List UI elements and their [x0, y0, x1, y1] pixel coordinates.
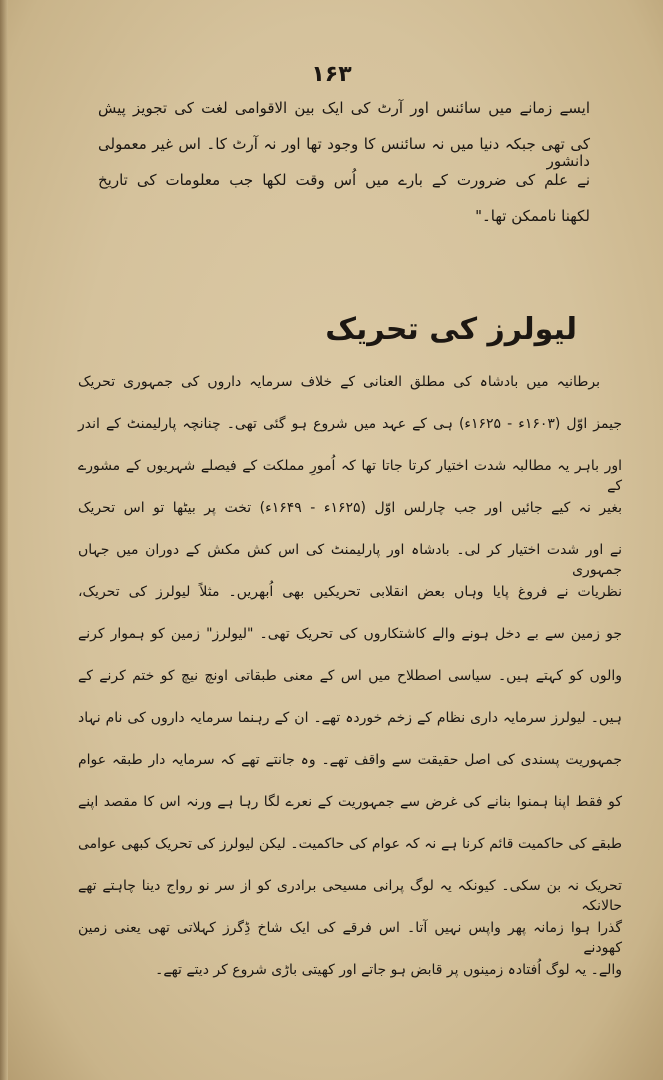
text-line: لکھنا ناممکن تھا۔"	[475, 207, 590, 225]
text-line: جیمز اوّل (۱۶۰۳ء - ۱۶۲۵ء) ہی کے عہد میں شروع ہو گئی تھی۔ چنانچہ پارلیمنٹ کے اندر	[78, 416, 622, 432]
text-line: والوں کو کہتے ہیں۔ سیاسی اصطلاح میں اس کے معنی طبقاتی اونچ نیچ کو ختم کرنے کے	[78, 668, 622, 684]
text-line: تحریک نہ بن سکی۔ کیونکہ یہ لوگ پرانی مسیحی برادری کو از سر نو رواج دینا چاہتے تھے حالانکہ	[78, 878, 622, 914]
text-line: نے اور شدت اختیار کر لی۔ بادشاہ اور پارلیمنٹ کی اس کش مکش کے دوران میں جہاں جمہوری	[78, 542, 622, 578]
text-line: برطانیہ میں بادشاہ کی مطلق العنانی کے خلاف سرمایہ داروں کی جمہوری تحریک	[78, 374, 600, 390]
paragraph-1	[98, 100, 590, 244]
text-line: کی تھی جبکہ دنیا میں نہ سائنس کا وجود تھا اور نہ آرٹ کا۔ اس غیر معمولی دانشور	[98, 135, 590, 170]
text-line: کو فقط اپنا ہمنوا بنانے کی غرض سے جمہوریت کے نعرے لگا رہا ہے ورنہ اس کا مقصد اپنے	[78, 794, 622, 810]
section-heading: لیولرز کی تحریک	[325, 312, 577, 347]
text-line: ہیں۔ لیولرز سرمایہ داری نظام کے زخم خوردہ تھے۔ ان کے رہنما سرمایہ داروں کی نام نہاد	[78, 710, 622, 726]
text-line: والے۔ یہ لوگ اُفتادہ زمینوں پر قابض ہو جاتے اور کھیتی باڑی شروع کر دیتے تھے۔	[155, 962, 622, 978]
text-line: جو زمین سے بے دخل ہونے والے کاشتکاروں کی تحریک تھی۔ "لیولرز" زمین کو ہموار کرنے	[78, 626, 622, 642]
page-number: ۱۶۳	[311, 62, 352, 87]
text-line: نے علم کی ضرورت کے بارے میں اُس وقت لکھا جب معلومات کی تاریخ	[98, 171, 590, 189]
text-line: طبقے کی حاکمیت قائم کرنا ہے نہ کہ عوام کی حاکمیت۔ لیکن لیولرز کی تحریک کبھی عوامی	[78, 836, 622, 852]
text-line: گذرا ہوا زمانہ پھر واپس نہیں آتا۔ اس فرقے کی ایک شاخ ڈِگرز کہلاتی تھی یعنی زمین کھودنے	[78, 920, 622, 956]
text-line: بغیر نہ کیے جائیں اور جب چارلس اوّل (۱۶۲۵ء - ۱۶۴۹ء) تخت پر بیٹھا تو اس تحریک	[78, 500, 622, 516]
text-line: نظریات نے فروغ پایا وہاں بعض انقلابی تحریکیں بھی اُبھریں۔ مثلاً لیولرز کی تحریک،	[78, 584, 622, 600]
text-line: جمہوریت پسندی کی اصل حقیقت سے واقف تھے۔ وہ جانتے تھے کہ سرمایہ دار طبقہ عوام	[78, 752, 622, 768]
page-edge	[0, 0, 8, 1080]
text-line: ایسے زمانے میں سائنس اور آرٹ کی ایک بین الاقوامی لغت کی تجویز پیش	[98, 99, 590, 117]
paragraph-2	[78, 372, 622, 1002]
text-line: اور باہر یہ مطالبہ شدت اختیار کرتا جاتا تھا کہ اُمورِ مملکت کے فیصلے شہریوں کے مشورے کے	[78, 458, 622, 494]
